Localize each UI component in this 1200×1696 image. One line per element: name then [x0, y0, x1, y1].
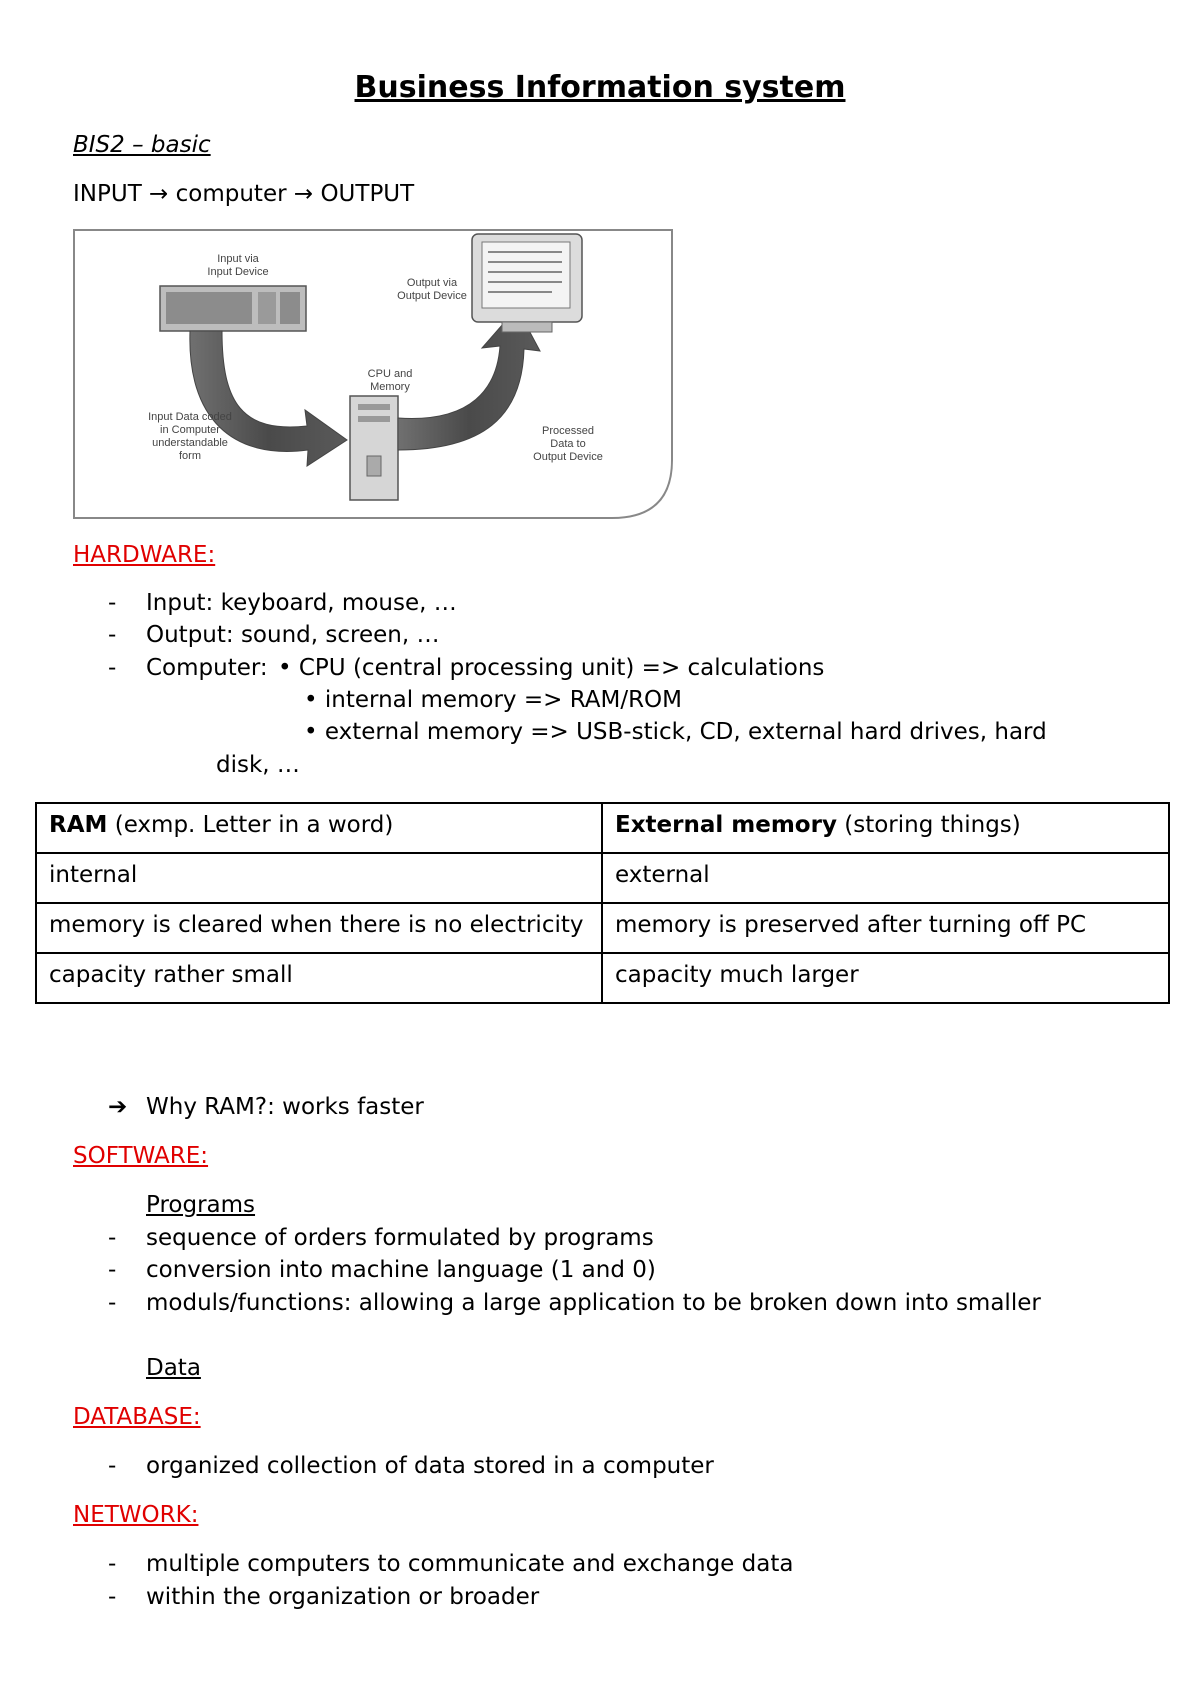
database-heading: DATABASE: — [73, 1404, 201, 1430]
table-cell: external — [602, 853, 1169, 903]
bullet-dash: - — [108, 655, 117, 681]
output-label-2: Output Device — [397, 290, 467, 302]
coded-label-1: Input Data coded — [148, 411, 232, 423]
keyboard-icon — [160, 286, 306, 331]
software-heading: SOFTWARE: — [73, 1143, 209, 1169]
monitor-icon — [472, 234, 582, 332]
table-row — [36, 853, 1169, 903]
table-row — [36, 953, 1169, 1003]
table-cell: RAM (exmp. Letter in a word) — [36, 803, 602, 853]
hardware-internal-memory: • internal memory => RAM/ROM — [304, 687, 683, 713]
coded-label-4: form — [179, 450, 201, 462]
why-ram: Why RAM?: works faster — [146, 1094, 424, 1120]
software-item: conversion into machine language (1 and 0) — [146, 1257, 656, 1283]
hardware-heading: HARDWARE: — [73, 542, 216, 568]
cpu-tower-icon — [350, 396, 398, 500]
bullet-dash: - — [108, 590, 117, 616]
bullet-dash: - — [108, 1551, 117, 1577]
table-cell: memory is preserved after turning off PC — [602, 903, 1169, 953]
network-item: multiple computers to communicate and exchange data — [146, 1551, 794, 1577]
software-item: sequence of orders formulated by programs — [146, 1225, 654, 1251]
hardware-output: Output: sound, screen, … — [146, 622, 440, 648]
data-subheading: Data — [146, 1355, 201, 1381]
input-label-1: Input via — [217, 253, 259, 265]
bullet-dash: - — [108, 1584, 117, 1610]
software-item: moduls/functions: allowing a large application to be broken down into smaller — [146, 1290, 1041, 1316]
table-row — [36, 803, 1169, 853]
table-row — [36, 903, 1169, 953]
bullet-dash: - — [108, 1257, 117, 1283]
hardware-external-memory: • external memory => USB-stick, CD, external hard drives, hard — [304, 719, 1047, 745]
flow-line: INPUT → computer → OUTPUT — [73, 181, 415, 207]
coded-label-2: in Computer — [160, 424, 220, 436]
table-cell: External memory (storing things) — [602, 803, 1169, 853]
hardware-computer: Computer: — [146, 655, 268, 681]
processed-label-1: Processed — [542, 425, 594, 437]
subtitle: BIS2 – basic — [73, 132, 211, 158]
programs-subheading: Programs — [146, 1192, 256, 1218]
bullet-dash: - — [108, 1290, 117, 1316]
hardware-external-memory-cont: disk, … — [216, 752, 300, 778]
bullet-dash: - — [108, 622, 117, 648]
arrow-right-icon: ➔ — [108, 1094, 128, 1120]
output-label-1: Output via — [406, 277, 458, 289]
network-heading: NETWORK: — [73, 1502, 199, 1528]
database-item: organized collection of data stored in a computer — [146, 1453, 714, 1479]
table-cell: capacity much larger — [602, 953, 1169, 1003]
bullet-dash: - — [108, 1453, 117, 1479]
input-label-2: Input Device — [207, 266, 269, 278]
bullet-dash: - — [108, 1225, 117, 1251]
cpu-label-2: Memory — [370, 381, 410, 393]
hardware-input: Input: keyboard, mouse, … — [146, 590, 457, 616]
hardware-cpu: • CPU (central processing unit) => calculations — [278, 655, 825, 681]
page-title: Business Information system — [354, 70, 846, 105]
cpu-label-1: CPU and — [367, 368, 413, 380]
network-item: within the organization or broader — [146, 1584, 540, 1610]
processed-label-2: Data to — [550, 438, 586, 450]
table-cell: capacity rather small — [36, 953, 602, 1003]
coded-label-3: understandable — [152, 437, 228, 449]
processed-label-3: Output Device — [533, 451, 603, 463]
table-cell: internal — [36, 853, 602, 903]
input-output-diagram — [72, 228, 674, 520]
memory-comparison-table — [35, 802, 1170, 1004]
table-cell: memory is cleared when there is no electricity — [36, 903, 602, 953]
